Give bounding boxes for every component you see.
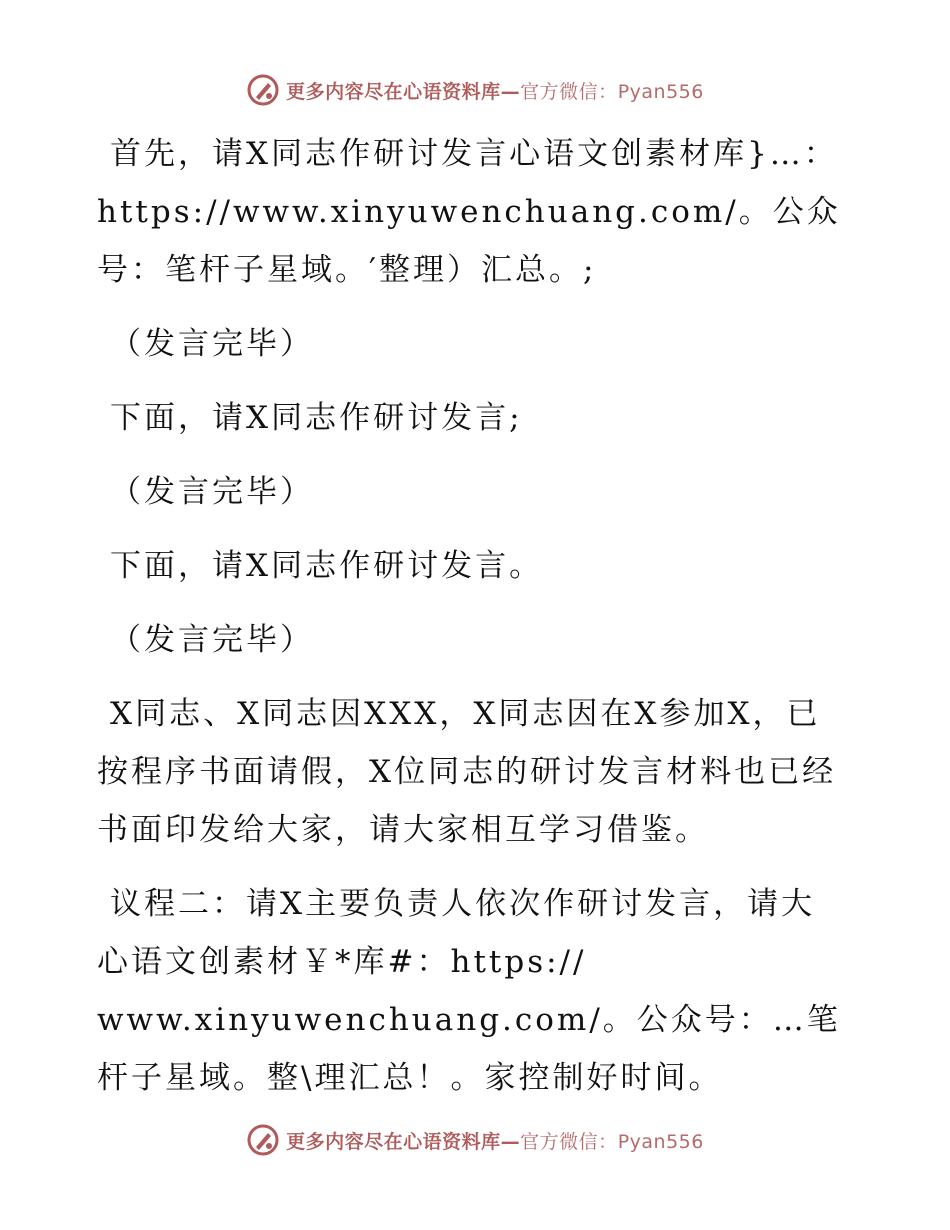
paragraph-4: （发言完毕）: [110, 474, 314, 510]
header-banner: [0, 70, 950, 110]
document-body: [97, 125, 842, 1123]
paragraph-8: 议程二：请X主要负责人依次作研讨发言，请大心语文创素材￥*库#：https:// www.xinyuwenchuang.com/。公众号：…笔杆子星域。整\理汇总！。家控制好时间。: [97, 886, 841, 1096]
banner-text: 更多内容尽在心语资料库—官方微信：Pyan556: [286, 80, 704, 103]
paragraph-7: X同志、X同志因XXX，X同志因在X参加X，已按程序书面请假，X位同志的研讨发言材料也已经书面印发给大家，请大家相互学习借鉴。: [97, 696, 837, 848]
paragraph-5: 下面，请X同志作研讨发言。: [110, 548, 544, 584]
pen-seal-icon: [246, 1123, 280, 1157]
paragraph-6: （发言完毕）: [110, 622, 314, 658]
banner-text: 更多内容尽在心语资料库—官方微信：Pyan556: [286, 1130, 704, 1153]
paragraph-2: （发言完毕）: [110, 326, 314, 362]
paragraph-1: 首先，请X同志作研讨发言心语文创素材库}…：https://www.xinyuwenchuang.com/。公众号：笔杆子星域。′整理）汇总。;: [97, 136, 841, 288]
paragraph-3: 下面，请X同志作研讨发言;: [110, 400, 523, 436]
pen-seal-icon: [246, 73, 280, 107]
footer-banner: [0, 1120, 950, 1160]
